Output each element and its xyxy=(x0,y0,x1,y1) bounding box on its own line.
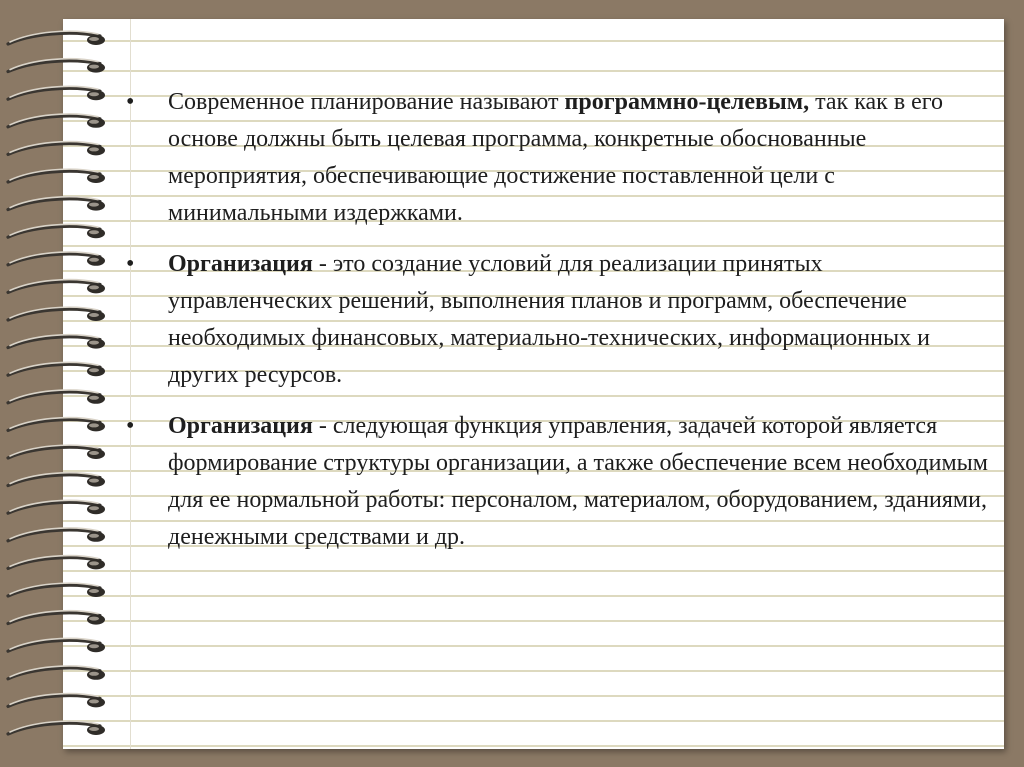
spiral-coil xyxy=(8,611,105,625)
spiral-coil xyxy=(8,224,105,238)
spiral-coil xyxy=(8,694,105,708)
spiral-coil xyxy=(8,721,105,735)
spiral-coil xyxy=(8,31,105,45)
spiral-coil xyxy=(8,114,105,128)
bullet-item-organization-definition xyxy=(120,246,990,394)
bullet-text-rest: - следующая функция управления, задачей которой является формирование структуры организации, а также обеспечение всем необходимым для ее нормальной работы: персоналом, материалом, оборудованием, зданиями, денежными средствами и др. xyxy=(168,413,988,550)
spiral-coil xyxy=(8,583,105,597)
bullet-text-start: Современное планирование называют xyxy=(168,89,565,115)
bullet-marker: • xyxy=(126,89,135,115)
spiral-coil xyxy=(8,638,105,652)
spiral-coil xyxy=(8,473,105,487)
spiral-coil xyxy=(8,390,105,404)
spiral-coil xyxy=(8,169,105,183)
spiral-binding-icon xyxy=(0,0,120,767)
bullet-bold-term: Организация xyxy=(168,413,313,439)
slide-content xyxy=(120,84,990,570)
bullet-marker: • xyxy=(126,413,135,439)
spiral-coil xyxy=(8,142,105,156)
spiral-coil xyxy=(8,500,105,514)
spiral-coil xyxy=(8,86,105,100)
spiral-coil xyxy=(8,556,105,570)
spiral-coil xyxy=(8,335,105,349)
bullet-text-rest: так как в его основе должны быть целевая программа, конкретные обоснованные мероприятия, обеспечивающие достижение поставленной цели с минимальными издержками. xyxy=(168,89,944,226)
spiral-coil xyxy=(8,418,105,432)
bullet-bold-term: программно-целевым, xyxy=(564,89,810,115)
spiral-coil xyxy=(8,252,105,266)
spiral-coil xyxy=(8,307,105,321)
spiral-coil xyxy=(8,445,105,459)
bullet-text-rest: - это создание условий для реализации принятых управленческих решений, выполнения планов и программ, обеспечение необходимых финансовых, материально-технических, информационных и других ресурсов. xyxy=(168,251,930,388)
spiral-coil xyxy=(8,59,105,73)
spiral-coil xyxy=(8,666,105,680)
bullet-bold-term: Организация xyxy=(168,251,313,277)
spiral-coil xyxy=(8,197,105,211)
bullet-marker: • xyxy=(126,251,135,277)
spiral-coil xyxy=(8,362,105,376)
spiral-coil xyxy=(8,280,105,294)
bullet-item-planning xyxy=(120,84,990,232)
spiral-coil xyxy=(8,528,105,542)
bullet-item-organization-function xyxy=(120,408,990,556)
